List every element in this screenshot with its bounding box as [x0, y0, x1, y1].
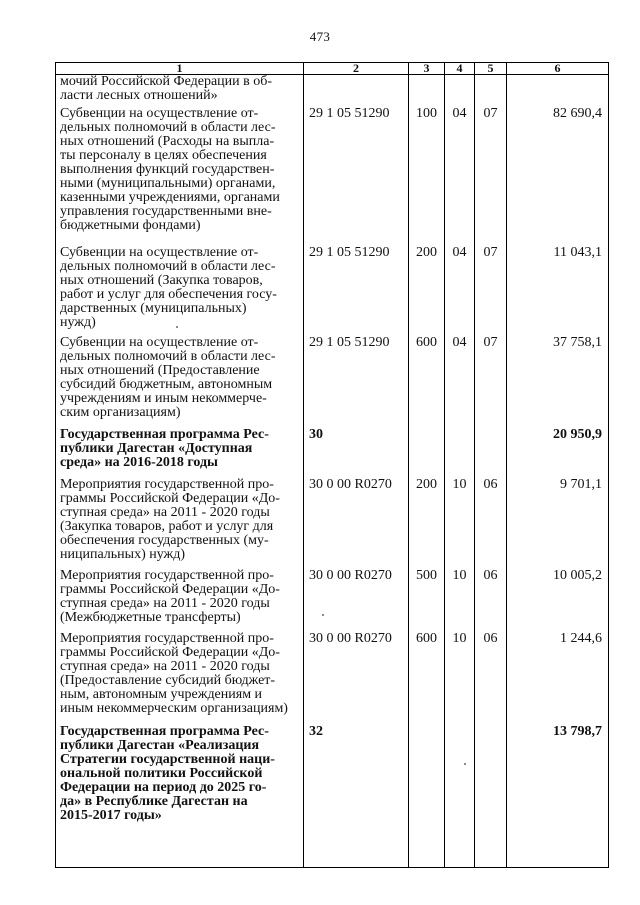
amount-cell: 13 798,7	[507, 725, 609, 868]
subsection-cell: 06	[475, 569, 507, 632]
row-name-line: ским организациям)	[60, 404, 181, 420]
expense-type-cell: 200	[409, 478, 445, 569]
row-name-line: ступная среда» на 2011 - 2020 годы	[60, 504, 270, 520]
row-name-line: Субвенции на осуществление от-	[60, 334, 259, 350]
section-cell: 04	[445, 246, 475, 336]
subsection-cell	[475, 725, 507, 868]
row-name-line: (Предоставление субсидий бюджет-	[60, 672, 276, 688]
subsection-cell: 07	[475, 107, 507, 246]
row-name-line: ональной политики Российской	[60, 765, 263, 781]
page-number: 473	[309, 29, 331, 44]
row-name-line: дельных полномочий в области лес-	[60, 119, 276, 135]
section-cell: 10	[445, 569, 475, 632]
row-name-line: Субвенции на осуществление от-	[60, 244, 259, 260]
row-name-line: (Межбюджетные трансферты)	[60, 609, 241, 625]
amount-cell: 11 043,1	[507, 246, 609, 336]
scan-speck	[322, 614, 324, 616]
table-row	[56, 246, 609, 336]
column-header-1: 1	[56, 63, 304, 75]
row-name-line: Мероприятия государственной про-	[60, 567, 274, 583]
budget-code-cell: 29 1 05 51290	[304, 107, 409, 246]
table-row	[56, 75, 609, 107]
row-name-line: Федерации на период до 2025 го-	[60, 779, 267, 795]
row-name-line: 2015-2017 годы»	[60, 807, 162, 823]
row-name-line: публики Дагестан «Реализация	[60, 737, 260, 753]
subsection-cell: 07	[475, 246, 507, 336]
row-name-line: Стратегии государственной наци-	[60, 751, 275, 767]
scan-speck	[176, 326, 178, 328]
column-header-2: 2	[304, 63, 409, 75]
row-name-cell	[56, 107, 304, 246]
row-name-line: да» в Республике Дагестан на	[60, 793, 248, 809]
expense-type-cell	[409, 428, 445, 478]
row-name-line: граммы Российской Федерации «До-	[60, 581, 280, 597]
row-name-line: ных отношений (Предоставление	[60, 362, 260, 378]
table-row	[56, 569, 609, 632]
row-name-line: граммы Российской Федерации «До-	[60, 490, 280, 506]
row-name-line: ты персоналу в целях обеспечения	[60, 147, 267, 163]
expense-type-cell: 600	[409, 632, 445, 725]
budget-code-cell: 30	[304, 428, 409, 478]
section-cell	[445, 725, 475, 868]
expense-type-cell: 200	[409, 246, 445, 336]
row-name-line: Мероприятия государственной про-	[60, 476, 274, 492]
expense-type-cell: 100	[409, 107, 445, 246]
row-name-line: Государственная программа Рес-	[60, 723, 269, 739]
section-cell	[445, 75, 475, 107]
row-name-cell	[56, 478, 304, 569]
row-name-line: граммы Российской Федерации «До-	[60, 644, 280, 660]
row-name-line: ласти лесных отношений»	[60, 88, 218, 103]
table-row	[56, 336, 609, 428]
row-name-line: дарственных (муниципальных)	[60, 300, 247, 316]
row-name-cell	[56, 428, 304, 478]
amount-cell	[507, 75, 609, 107]
header-row	[56, 63, 609, 75]
row-name-line: ными (муниципальными) органами,	[60, 175, 276, 191]
row-name-cell	[56, 725, 304, 868]
scan-speck	[464, 763, 466, 765]
subsection-cell	[475, 75, 507, 107]
column-header-6: 6	[507, 63, 609, 75]
row-name-line: мочий Российской Федерации в об-	[60, 74, 273, 89]
column-header-4: 4	[445, 63, 475, 75]
row-name-line: ных отношений (Закупка товаров,	[60, 272, 263, 288]
row-name-cell	[56, 336, 304, 428]
section-cell: 10	[445, 632, 475, 725]
row-name-line: Субвенции на осуществление от-	[60, 105, 259, 121]
budget-code-cell: 30 0 00 R0270	[304, 632, 409, 725]
row-name-line: ниципальных) нужд)	[60, 546, 185, 562]
row-name-line: управления государственными вне-	[60, 203, 272, 219]
column-header-5: 5	[475, 63, 507, 75]
budget-table	[55, 62, 609, 868]
column-header-3: 3	[409, 63, 445, 75]
table-row	[56, 632, 609, 725]
table-row	[56, 428, 609, 478]
subsection-cell: 06	[475, 632, 507, 725]
row-name-line: работ и услуг для обеспечения госу-	[60, 286, 277, 302]
row-name-cell	[56, 569, 304, 632]
row-name-line: субсидий бюджетным, автономным	[60, 376, 273, 392]
subsection-cell	[475, 428, 507, 478]
row-name-cell	[56, 75, 304, 107]
row-name-line: Государственная программа Рес-	[60, 426, 269, 442]
row-name-line: обеспечения государственных (му-	[60, 532, 269, 548]
row-name-line: казенными учреждениями, органами	[60, 189, 280, 205]
budget-code-cell: 32	[304, 725, 409, 868]
row-name-line: нужд)	[60, 314, 96, 330]
row-name-line: дельных полномочий в области лес-	[60, 258, 276, 274]
row-name-line: выполнения функций государствен-	[60, 161, 275, 177]
section-cell: 10	[445, 478, 475, 569]
row-name-cell	[56, 632, 304, 725]
section-cell: 04	[445, 107, 475, 246]
expense-type-cell: 600	[409, 336, 445, 428]
subsection-cell: 07	[475, 336, 507, 428]
section-cell	[445, 428, 475, 478]
row-name-line: дельных полномочий в области лес-	[60, 348, 276, 364]
row-name-line: учреждениям и иным некоммерче-	[60, 390, 267, 406]
subsection-cell: 06	[475, 478, 507, 569]
expense-type-cell	[409, 75, 445, 107]
row-name-cell	[56, 246, 304, 336]
row-name-line: ступная среда» на 2011 - 2020 годы	[60, 595, 270, 611]
budget-code-cell: 29 1 05 51290	[304, 336, 409, 428]
table-row	[56, 478, 609, 569]
row-name-line: ступная среда» на 2011 - 2020 годы	[60, 658, 270, 674]
amount-cell: 9 701,1	[507, 478, 609, 569]
expense-type-cell	[409, 725, 445, 868]
row-name-line: публики Дагестан «Доступная	[60, 440, 253, 456]
amount-cell: 20 950,9	[507, 428, 609, 478]
amount-cell: 1 244,6	[507, 632, 609, 725]
row-name-line: (Закупка товаров, работ и услуг для	[60, 518, 274, 534]
budget-code-cell: 30 0 00 R0270	[304, 478, 409, 569]
row-name-line: иным некоммерческим организациям)	[60, 700, 288, 716]
expense-type-cell: 500	[409, 569, 445, 632]
row-name-line: Мероприятия государственной про-	[60, 630, 274, 646]
budget-code-cell: 29 1 05 51290	[304, 246, 409, 336]
table-row	[56, 725, 609, 868]
row-name-line: бюджетными фондами)	[60, 217, 201, 233]
budget-code-cell: 30 0 00 R0270	[304, 569, 409, 632]
budget-code-cell	[304, 75, 409, 107]
table-body	[56, 75, 609, 868]
row-name-line: среда» на 2016-2018 годы	[60, 454, 218, 470]
row-name-line: ных отношений (Расходы на выпла-	[60, 133, 275, 149]
section-cell: 04	[445, 336, 475, 428]
amount-cell: 37 758,1	[507, 336, 609, 428]
amount-cell: 10 005,2	[507, 569, 609, 632]
table-row	[56, 107, 609, 246]
amount-cell: 82 690,4	[507, 107, 609, 246]
row-name-line: ным, автономным учреждениям и	[60, 686, 263, 702]
